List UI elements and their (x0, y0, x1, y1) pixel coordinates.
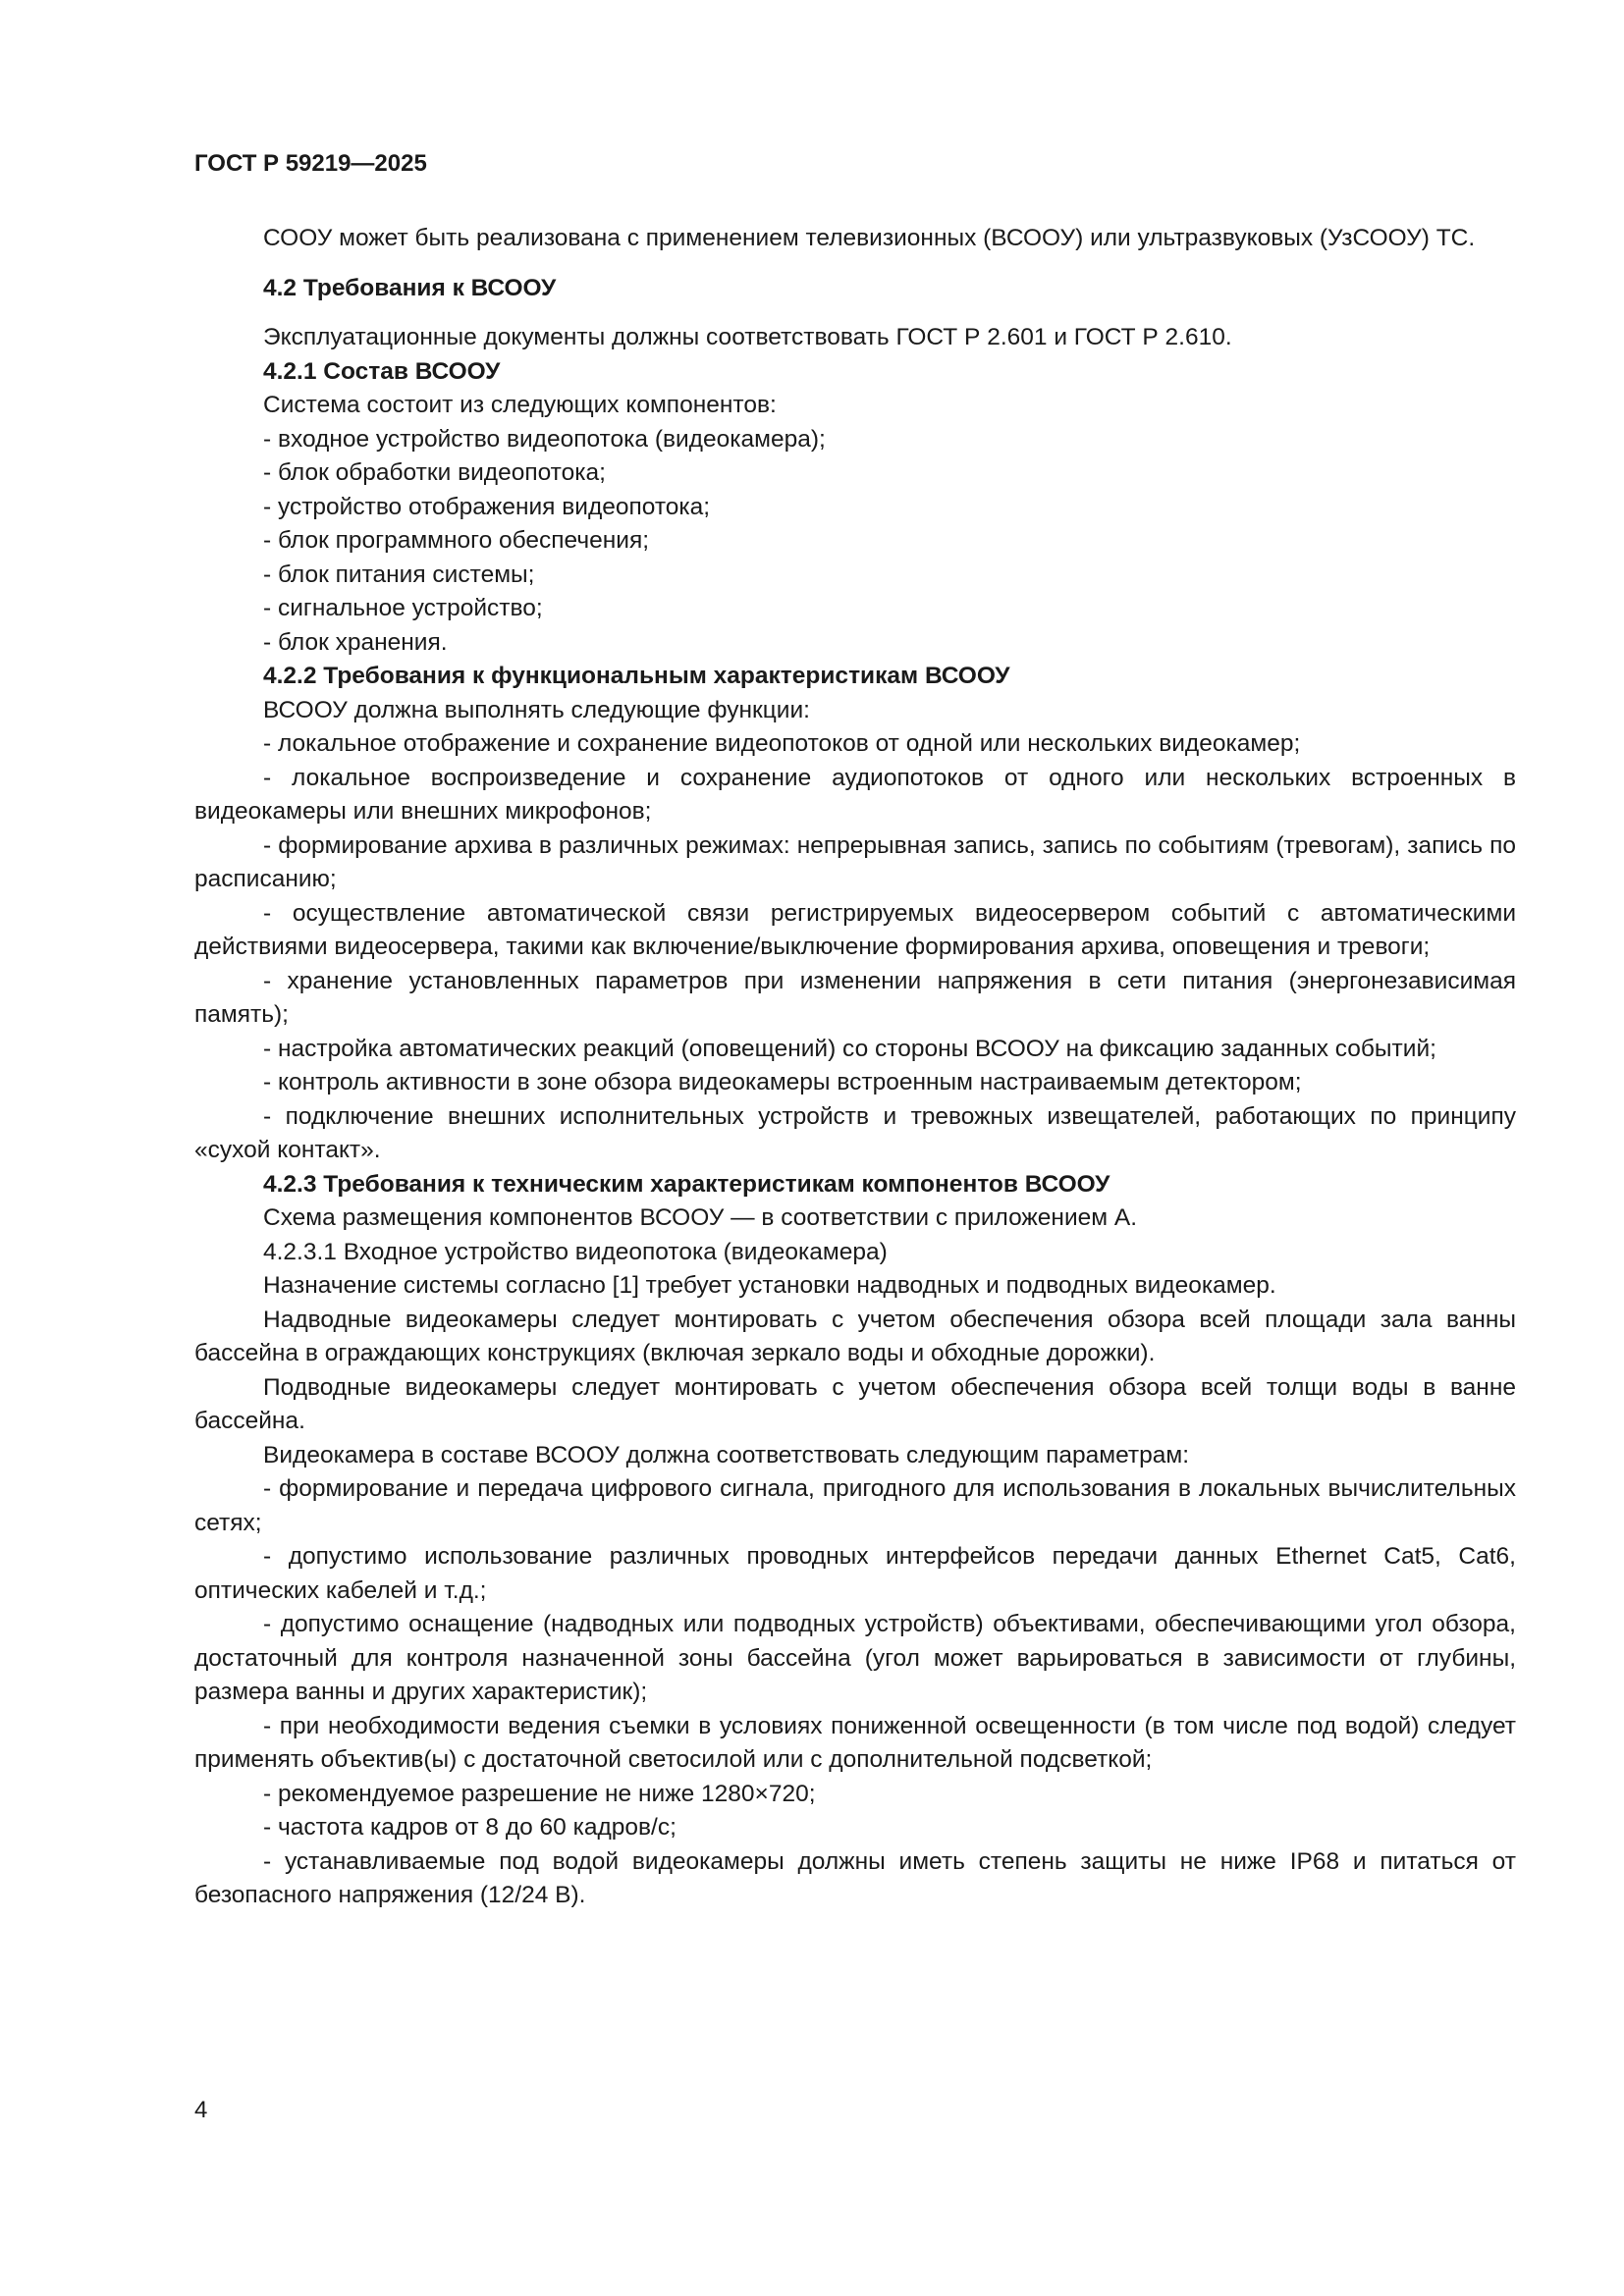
list-item: - блок обработки видеопотока; (263, 459, 606, 486)
section-4-2-3-heading: 4.2.3 Требования к техническим характеристикам компонентов ВСООУ (263, 1170, 1110, 1198)
list-item: - контроль активности в зоне обзора видеокамеры встроенным настраиваемым детектором; (263, 1069, 1302, 1095)
section-4-2-2-heading: 4.2.2 Требования к функциональным характеристикам ВСООУ (263, 663, 1010, 689)
list-item: - хранение установленных параметров при изменении напряжения в сети питания (энергонезависимая память); (194, 967, 1516, 1028)
section-4-2-heading: 4.2 Требования к ВСООУ (263, 274, 557, 301)
list-item: - локальное воспроизведение и сохранение аудиопотоков от одного или нескольких встроенных в видеокамеры или внешних микрофонов; (194, 764, 1516, 825)
list-item: - формирование и передача цифрового сигнала, пригодного для использования в локальных вычислительных сетях; (194, 1475, 1516, 1536)
section-4-2-3-1-heading: 4.2.3.1 Входное устройство видеопотока (видеокамера) (263, 1238, 888, 1265)
list-item: - входное устройство видеопотока (видеокамера); (263, 425, 826, 453)
section-4-2-3-1-paragraph-2: Надводные видеокамеры следует монтировать с учетом обеспечения обзора всей площади зала ванны бассейна в ограждающих конструкциях (включая зеркало воды и обходные дорожки). (194, 1306, 1516, 1366)
section-4-2-3-paragraph: Схема размещения компонентов ВСООУ — в соответствии с приложением А. (263, 1204, 1138, 1231)
list-item: - устанавливаемые под водой видеокамеры должны иметь степень защиты не ниже IP68 и питаться от безопасного напряжения (12/24 В). (194, 1847, 1516, 1908)
section-4-2-3-1-paragraph-3: Подводные видеокамеры следует монтировать с учетом обеспечения обзора всей толщи воды в ванне бассейна. (194, 1373, 1516, 1434)
section-4-2-3-1-paragraph-4: Видеокамера в составе ВСООУ должна соответствовать следующим параметрам: (263, 1441, 1189, 1468)
list-item: - подключение внешних исполнительных устройств и тревожных извещателей, работающих по принципу «сухой контакт». (194, 1102, 1516, 1163)
section-4-2-3-1-paragraph-1: Назначение системы согласно [1] требует установки надводных и подводных видеокамер. (263, 1272, 1276, 1299)
list-item: - блок питания системы; (263, 561, 535, 588)
standard-header: ГОСТ Р 59219—2025 (194, 150, 427, 177)
section-4-2-2-intro: ВСООУ должна выполнять следующие функции: (263, 696, 810, 723)
section-4-2-paragraph: Эксплуатационные документы должны соответствовать ГОСТ Р 2.601 и ГОСТ Р 2.610. (263, 324, 1232, 350)
list-item: - рекомендуемое разрешение не ниже 1280×720; (263, 1780, 816, 1807)
list-item: - блок хранения. (263, 628, 448, 656)
intro-paragraph: СООУ может быть реализована с применением телевизионных (ВСООУ) или ультразвуковых (УзСООУ) ТС. (263, 225, 1476, 251)
list-item: - допустимо оснащение (надводных или подводных устройств) объективами, обеспечивающими угол обзора, достаточный для контроля назначенной зоны бассейна (угол может варьироваться в зависимости от глубины, размера ванны и других характеристик); (194, 1611, 1516, 1705)
list-item: - устройство отображения видеопотока; (263, 493, 711, 520)
list-item: - блок программного обеспечения; (263, 527, 650, 554)
document-body (194, 222, 1516, 1913)
section-4-2-1-intro: Система состоит из следующих компонентов: (263, 392, 777, 418)
section-4-2-1-heading: 4.2.1 Состав ВСООУ (263, 357, 501, 385)
list-item: - допустимо использование различных проводных интерфейсов передачи данных Ethernet Cat5, Cat6, оптических кабелей и т.д.; (194, 1543, 1516, 1604)
list-item: - настройка автоматических реакций (оповещений) со стороны ВСООУ на фиксацию заданных событий; (263, 1035, 1436, 1062)
list-item: - формирование архива в различных режимах: непрерывная запись, запись по событиям (тревогам), запись по расписанию; (194, 831, 1516, 892)
list-item: - локальное отображение и сохранение видеопотоков от одной или нескольких видеокамер; (263, 730, 1301, 757)
list-item: - осуществление автоматической связи регистрируемых видеосервером событий с автоматическими действиями видеосервера, такими как включение/выключение формирования архива, оповещения и тревоги; (194, 899, 1516, 960)
page-number: 4 (194, 2097, 208, 2123)
list-item: - частота кадров от 8 до 60 кадров/с; (263, 1814, 677, 1841)
list-item: - при необходимости ведения съемки в условиях пониженной освещенности (в том числе под водой) следует применять объектив(ы) с достаточной светосилой или с дополнительной подсветкой; (194, 1712, 1516, 1773)
list-item: - сигнальное устройство; (263, 595, 543, 621)
